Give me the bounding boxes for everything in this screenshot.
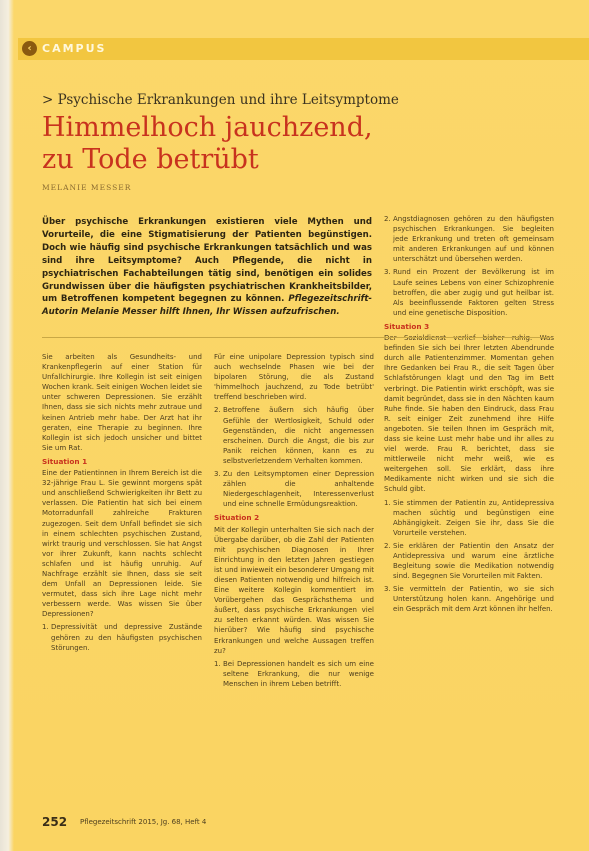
middle-list	[214, 405, 374, 509]
intro-paragraph: Für eine unipolare Depression typisch sind auch wechselnde Phasen wie bei der bipolaren Störung, die als Zustand 'himmelhoch jauchzend, zu Tode betrübt' treffend beschrieben wird.	[214, 353, 374, 402]
right-top-list	[384, 214, 554, 318]
right-sub-list	[384, 498, 554, 615]
situation-heading: Situation 2	[214, 513, 260, 523]
list-item: 3. Sie vermitteln der Patientin, wo sie sich Unterstützung holen kann. Angehörige und ein Gespräch mit dem Arzt können ihr helfen.	[384, 585, 554, 614]
article-author: MELANIE MESSER	[42, 183, 132, 192]
list-item: 3. Rund ein Prozent der Bevölkerung ist im Laufe seines Lebens von einer Schizophrenie betroffen, die aber zugig und gut heilbar ist. Als beeinflussende Faktoren gelten Stress und eine genetische Disposition.	[384, 268, 554, 317]
middle-column	[214, 352, 374, 692]
situation-heading: Situation 3	[384, 321, 430, 331]
left-column	[42, 352, 202, 656]
article-title	[42, 112, 562, 176]
list-item: 1. Depressivität und depressive Zustände gehören zu den häufigsten psychischen Störungen.	[42, 623, 202, 652]
left-list	[42, 622, 202, 652]
right-column	[384, 214, 554, 618]
lead-emphasis: Pflegezeitschrift-Autorin Melanie Messer hilft Ihnen, Ihr Wissen aufzufrischen.	[42, 294, 372, 318]
situation-paragraph: Eine der Patientinnen in Ihrem Bereich ist die 32-jährige Frau L. Sie gewinnt morgens spät und anschließend Schwierigkeiten ihr Bett zu verlassen. Die Patientin hat sich bei einem Motorradunfall zahlreiche Frakturen zugezogen. Seit dem Unfall befindet sie sich in einem schlechten psychischen Zustand, wirkt traurig und verschlossen. Sie hat Angst vor ihrer Zukunft, kann nachts schlecht schlafen und ist häufig unruhig. Auf Nachfrage erzählt sie Ihnen, dass sie seit dem Unfall an Depressionen leide. Sie vermutet, dass sich ihre Lage nicht mehr verbessern werde. Was wissen Sie über Depressionen?	[42, 469, 202, 619]
list-item: 1. Bei Depressionen handelt es sich um eine seltene Erkrankung, die nur wenige Menschen in ihrem Leben betrifft.	[214, 659, 374, 688]
journal-source: Pflegezeitschrift 2015, Jg. 68, Heft 4	[80, 818, 207, 826]
list-item: 3. Zu den Leitsymptomen einer Depression zählen die anhaltende Niedergeschlagenheit, Interessenverlust und eine schnelle Ermüdungsreaktion.	[214, 470, 374, 509]
situation-paragraph: Mit der Kollegin unterhalten Sie sich nach der Übergabe darüber, ob die Zahl der Patienten mit psychischen Diagnosen in Ihrer Einrichtung in den letzten Jahren gestiegen ist und inwieweit ein besonderer Umgang mit diesen Patienten notwendig und hilfreich ist. Eine weitere Kollegin kommentiert im Vorübergehen das Gesprächsthema und äußert, dass psychische Erkrankungen viel zu selten erkannt würden. Was wissen Sie hierüber? Wie häufig sind psychische Erkrankungen und welche Aussagen treffen zu?	[214, 525, 374, 655]
list-item: 2. Betroffene äußern sich häufig über Gefühle der Wertlosigkeit, Schuld oder Gegenständen, die nicht angemessen erscheinen. Durch die Angst, die bis zur Panik reichen können, kann es zu selbstverletzendem Verhalten kommen.	[214, 406, 374, 465]
scan-edge-shadow	[0, 0, 14, 851]
lead-main: Über psychische Erkrankungen existieren viele Mythen und Vorurteile, die eine Stigmatisierung der Patienten begünstigen. Doch wie häufig sind psychische Erkrankungen tatsächlich und was sind ihre Leitsymptome? Auch Pflegende, die nicht in psychiatrischen Fachabteilungen tätig sind, benötigen ein solides Grundwissen über die häufigsten psychiatrischen Krankheitsbilder, um Betroffenen kompetent begegnen zu können.	[42, 217, 372, 305]
title-line-2: zu Tode betrübt	[42, 144, 259, 175]
section-divider	[42, 337, 552, 338]
situation-heading: Situation 1	[42, 456, 88, 466]
section-label: CAMPUS	[42, 42, 107, 55]
list-item: 2. Angstdiagnosen gehören zu den häufigsten psychischen Erkrankungen. Sie begleiten jede Erkrankung und treten oft gemeinsam mit anderen Erkrankungen auf und können unterschätzt und übersehen werden.	[384, 215, 554, 264]
list-item: 1. Sie stimmen der Patientin zu, Antidepressiva machen süchtig und begünstigen eine Abhängigkeit. Zeigen Sie ihr, dass Sie die Vorurteile verstehen.	[384, 498, 554, 537]
title-line-1: Himmelhoch jauchzend,	[42, 112, 373, 143]
intro-paragraph: Sie arbeiten als Gesundheits- und Krankenpflegerin auf einer Station für Unfallchirurgie. Ihre Kollegin ist seit einigen Wochen krank. Seit einigen Wochen leidet sie unter schweren Depressionen. Sie erzählt Ihnen, dass sie sich nichts mehr zutraue und keinen Antrieb mehr habe. Der Arzt hat ihr geraten, eine Therapie zu beginnen. Ihre Kollegin ist sich jedoch unsicher und bittet Sie um Rat.	[42, 353, 202, 452]
situation-paragraph: Der Sozialdienst verlief bisher ruhig. Was befinden Sie sich bei Ihrer letzten Abendrunde durch alle Patientenzimmer. Momentan gehen Ihre Gedanken bei Frau R., die seit Tagen über Schlafstörungen klagt und den Tag im Bett verbringt. Die Patientin wirkt erschöpft, was sie damit begründet, dass sie in den Nächten kaum Ruhe finde. Sie haben den Eindruck, dass Frau R. seit einiger Zeit zunehmend ihre Hilfe angeboten. Sie teilen Ihnen im Gespräch mit, dass sie keine Lust mehr habe und ihr alles zu viel werde. Frau R. berichtet, dass sie mittlerweile nicht mehr weiß, wie es weitergehen soll. Sie erklärt, dass ihre Medikamente nicht wirken und sie sich die Schuld gibt.	[384, 334, 554, 494]
middle-list-2	[214, 659, 374, 689]
page-number: 252	[42, 815, 68, 829]
list-item: 2. Sie erklären der Patientin den Ansatz der Antidepressiva und warum eine ärztliche Begleitung sowie die Medikation notwendig sind. Begegnen Sie Vorurteilen mit Fakten.	[384, 541, 554, 581]
article-kicker: > Psychische Erkrankungen und ihre Leitsymptome	[42, 92, 399, 108]
article-lead	[42, 216, 372, 319]
chevron-left-icon: ‹	[22, 41, 37, 56]
